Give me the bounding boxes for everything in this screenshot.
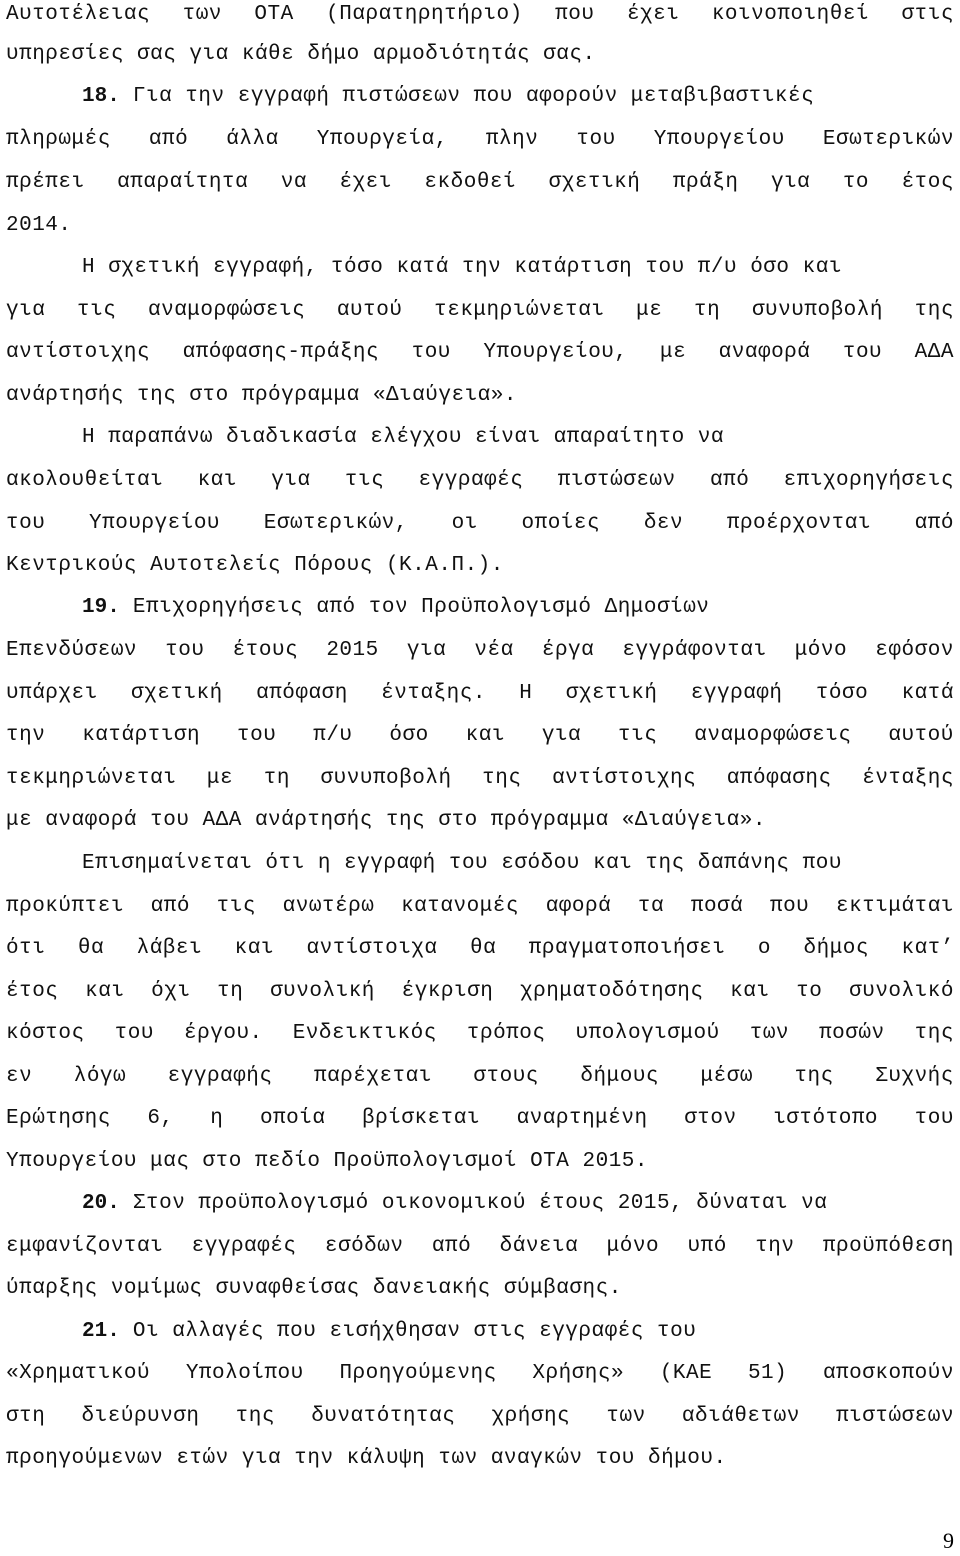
word: εφόσον [875,639,954,662]
word: Υπουργείου, [483,341,628,364]
word: οι [451,512,478,535]
word: των [749,1022,790,1045]
word: την [6,724,46,747]
word: εμφανίζονται [6,1235,164,1258]
word: Εσωτερικών, [263,512,408,535]
word: και [234,937,274,960]
word: στη [6,1405,46,1428]
word: από [709,469,750,492]
word: Προηγούμενης [339,1362,497,1385]
word: εσόδων [324,1235,404,1258]
paragraph-first-line [6,423,954,453]
word: κατάρτιση [82,724,201,747]
text-line [6,892,954,922]
word: απαραίτητα [117,171,249,194]
word: του [914,1107,954,1130]
text-line [6,679,954,709]
word: τις [344,469,385,492]
word: την [755,1235,795,1258]
word: εγγραφής [167,1065,273,1088]
word: Αυτοτέλειας [6,3,151,26]
word: από [431,1235,472,1258]
text-line [6,381,954,411]
word: να [280,171,307,194]
word: (ΚΑΕ [659,1362,713,1385]
word: πραγματοποιήσει [528,937,726,960]
word: εγγραφή [690,682,783,705]
word: τις [216,895,256,918]
word: οποία [259,1107,326,1130]
word: Εσωτερικών [822,128,954,151]
word: δεν [643,512,684,535]
text-line [6,509,954,539]
word: κατά [901,682,954,705]
word: έτους [232,639,299,662]
word: θα [470,937,497,960]
word: αντίστοιχης [6,341,151,364]
item-number-18: 18. [82,85,120,108]
word: οποίες [521,512,601,535]
word: του [6,512,46,535]
word: έργου. [184,1022,263,1045]
paragraph-first-line [6,253,954,283]
word: με [659,341,687,364]
word: Υπουργείου [89,512,221,535]
word: τεκμηριώνεται [434,299,605,322]
word: Υπουργεία, [316,128,448,151]
item-number-21: 21. [82,1320,120,1343]
text-line [6,806,954,836]
word: πληρωμές [6,128,111,151]
text-line [6,168,954,198]
word: κοινοποιηθεί [711,3,870,26]
item-number-19: 19. [82,596,120,619]
word: εγγραφές [191,1235,297,1258]
list-item-18-first-line [6,82,954,112]
word: όχι [151,980,191,1003]
word: χρηματοδότησης [520,980,704,1003]
word: τις [618,724,658,747]
word: απόφαση [256,682,348,705]
word: απόφασης [726,767,832,790]
word: επιχορηγήσεις [783,469,954,492]
word: πιστώσεων [557,469,676,492]
text-line [6,211,954,241]
word: έχει [626,3,680,26]
word: τεκμηριώνεται [6,767,177,790]
word: ιστότοπο [773,1107,879,1130]
word: 51) [747,1362,788,1385]
word: κατ’ [901,937,954,960]
word: ΟΤΑ [254,3,294,26]
word: δήμους [580,1065,660,1088]
text-line [6,1062,954,1092]
text-line [6,1147,954,1177]
word: του [114,1022,154,1045]
text-line [6,721,954,751]
text-line [6,40,954,70]
word: σχετική [131,682,223,705]
word: στους [473,1065,539,1088]
word: έτος [901,171,954,194]
word: αναρτημένη [516,1107,648,1130]
word: η [210,1107,224,1130]
word: που [769,895,810,918]
line-text: Οι αλλαγές που εισήχθησαν στις εγγραφές του [132,1320,697,1343]
word: για [271,469,311,492]
text-line [6,934,954,964]
word: προέρχονται [726,512,871,535]
word: τις [77,299,117,322]
word: ανωτέρω [282,895,375,918]
text-line [6,1274,954,1304]
word: και [465,724,505,747]
word: θα [77,937,105,960]
word: συνυποβολή [320,767,452,790]
word: έτος [6,980,59,1003]
word: κόστος [6,1022,85,1045]
line-text: Η σχετική εγγραφή, τόσο κατά την κατάρτιση του π/υ όσο και [82,256,842,279]
word: συνολικό [849,980,954,1003]
word: Ενδεικτικός [292,1022,437,1045]
word: που [555,3,595,26]
text-line [6,338,954,368]
word: με [636,299,663,322]
word: Επενδύσεων [6,639,138,662]
word: π/υ [313,724,353,747]
list-item-21-first-line [6,1317,954,1347]
word: υπολογισμού [575,1022,720,1045]
line-text: υπηρεσίες σας για κάθε δήμο αρμοδιότητάς σας. [6,43,596,66]
word: στον [684,1107,737,1130]
word: αναφορά [718,341,811,364]
word: ένταξης. [381,682,486,705]
word: από [914,512,954,535]
word: συνολική [270,980,375,1003]
word: διεύρυνση [81,1405,200,1428]
text-line [6,125,954,155]
word: τη [217,980,244,1003]
text-line [6,1359,954,1389]
word: και [85,980,125,1003]
word: αντίστοιχης [552,767,697,790]
word: αφορά [545,895,612,918]
word: τη [694,299,721,322]
word: Η [519,682,533,705]
word: αδιάθετων [681,1405,800,1428]
text-line [6,636,954,666]
line-text: Η παραπάνω διαδικασία ελέγχου είναι απαραίτητο να [82,426,725,449]
word: όσο [389,724,429,747]
word: της [235,1405,275,1428]
word: προκύπτει [6,895,124,918]
line-text: ανάρτησής της στο πρόγραμμα «Διαύγεια». [6,384,517,407]
text-line [6,0,954,30]
word: εν [6,1065,33,1088]
text-line [6,296,954,326]
word: λάβει [136,937,203,960]
word: με [206,767,234,790]
word: σχετική [565,682,658,705]
word: «Χρηματικού [6,1362,151,1385]
word: αυτού [888,724,954,747]
word: 2015 [326,639,379,662]
line-text: με αναφορά του ΑΔΑ ανάρτησής της στο πρόγραμμα «Διαύγεια». [6,809,766,832]
word: το [796,980,823,1003]
line-text: προηγούμενων ετών για την κάλυψη των αναγκών του δήμου. [6,1447,727,1470]
text-line [6,1104,954,1134]
word: των [606,1405,646,1428]
word: για [406,639,447,662]
word: συνυποβολή [751,299,883,322]
word: εκδοθεί [424,171,517,194]
word: του [237,724,277,747]
word: Υπουργείου [653,128,785,151]
word: λόγω [73,1065,127,1088]
line-text: Κεντρικούς Αυτοτελείς Πόρους (Κ.Α.Π.). [6,554,504,577]
line-text: Για την εγγραφή πιστώσεων που αφορούν μεταβιβαστικές [132,85,815,108]
word: της [914,299,954,322]
word: μόνο [794,639,848,662]
list-item-19-first-line [6,593,954,623]
text-line [6,764,954,794]
word: χρήσης [491,1405,571,1428]
text-line [6,977,954,1007]
word: αντίστοιχα [306,937,438,960]
word: υπάρχει [6,682,98,705]
text-line [6,466,954,496]
word: για [541,724,582,747]
word: του [411,341,451,364]
word: της [482,767,522,790]
word: μέσω [700,1065,753,1088]
word: εκτιμάται [835,895,954,918]
word: ποσά [690,895,744,918]
text-line [6,1402,954,1432]
word: από [150,895,190,918]
word: για [770,171,811,194]
word: στις [901,3,954,26]
word: για [6,299,46,322]
word: της [914,1022,954,1045]
word: βρίσκεται [362,1107,480,1130]
word: ποσών [819,1022,885,1045]
word: παρέχεται [313,1065,432,1088]
word: εγγράφονται [622,639,767,662]
word: υπό [687,1235,727,1258]
text-line [6,1019,954,1049]
word: πράξη [672,171,739,194]
word: νέα [474,639,514,662]
word: αυτού [336,299,403,322]
word: των [182,3,222,26]
word: ο [757,937,771,960]
word: έγκριση [401,980,494,1003]
item-number-20: 20. [82,1192,120,1215]
paragraph-first-line [6,849,954,879]
word: ΑΔΑ [914,341,954,364]
list-item-20-first-line [6,1189,954,1219]
word: δυνατότητας [311,1405,456,1428]
line-text: Στον προϋπολογισμό οικονομικού έτους 2015, δύναται να [132,1192,828,1215]
word: και [730,980,770,1003]
word: αναμορφώσεις [148,299,306,322]
word: δάνεια [499,1235,579,1258]
word: πλην [485,128,539,151]
word: από [148,128,189,151]
word: ένταξης [862,767,954,790]
text-line [6,1232,954,1262]
word: 6, [147,1107,174,1130]
word: έχει [339,171,392,194]
word: αναμορφώσεις [694,724,852,747]
word: εγγραφές [418,469,524,492]
word: άλλα [226,128,279,151]
word: της [794,1065,834,1088]
word: τα [637,895,665,918]
word: Υπολοίπου [185,1362,304,1385]
word: ότι [6,937,46,960]
text-line [6,1444,954,1474]
word: και [197,469,237,492]
word: Χρήσης» [532,1362,625,1385]
word: του [165,639,205,662]
word: πιστώσεων [836,1405,954,1428]
line-text: ύπαρξης νομίμως συναφθείσας δανειακής σύμβασης. [6,1277,622,1300]
word: Ερώτησης [6,1107,111,1130]
page-number: 9 [943,1528,954,1553]
word: τη [263,767,290,790]
word: προϋπόθεση [822,1235,954,1258]
text-line [6,551,954,581]
word: τόσο [815,682,869,705]
word: αποσκοπούν [822,1362,954,1385]
word: Συχνής [875,1065,954,1088]
word: το [842,171,870,194]
word: μόνο [606,1235,660,1258]
word: κατανομές [401,895,519,918]
word: του [576,128,616,151]
word: του [842,341,883,364]
word: σχετική [548,171,641,194]
line-text: 2014. [6,214,72,237]
word: απόφασης-πράξης [182,341,380,364]
word: τρόπος [466,1022,546,1045]
word: ακολουθείται [6,469,164,492]
word: (Παρατηρητήριο) [326,3,523,26]
line-text: Επιχορηγήσεις από τον Προϋπολογισμό Δημοσίων [132,596,710,619]
line-text: Υπουργείου μας στο πεδίο Προϋπολογισμοί ΟΤΑ 2015. [6,1150,649,1173]
word: έργα [541,639,595,662]
line-text: Επισημαίνεται ότι η εγγραφή του εσόδου και της δαπάνης που [82,852,842,875]
word: δήμος [803,937,870,960]
word: πρέπει [6,171,85,194]
